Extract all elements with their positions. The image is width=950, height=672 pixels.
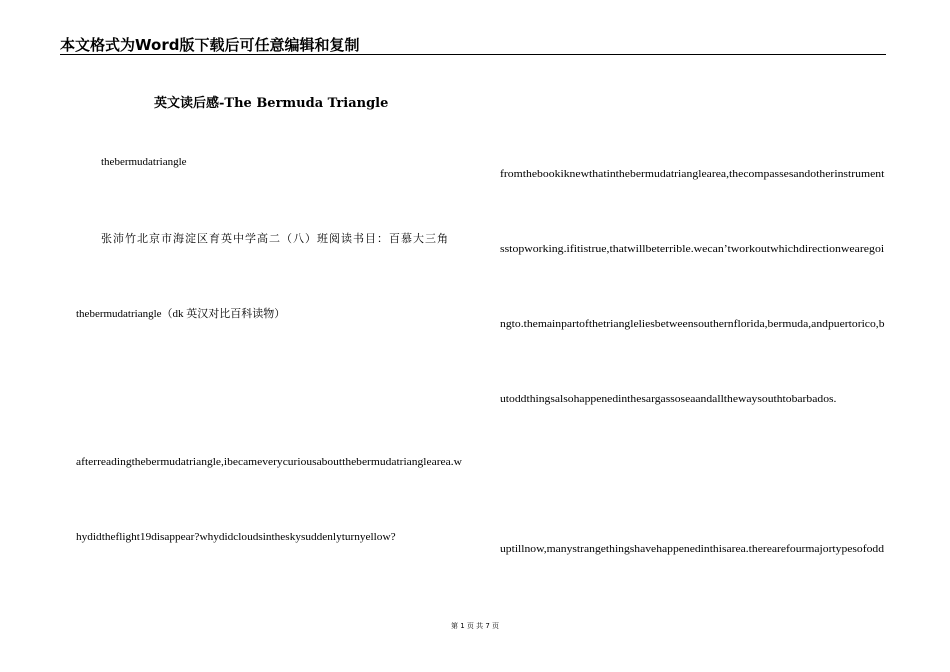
right-line-2: sstopworking.ifitistrue,thatwillbeterrible.wecan’tworkoutwhichdirectionwearegoi xyxy=(500,243,885,255)
left-line-1: thebermudatriangle xyxy=(101,156,187,168)
left-line-2: 张沛竹北京市海淀区育英中学高二（八）班阅读书目：百慕大三角 xyxy=(101,233,449,245)
left-line-3: thebermudatriangle（dk 英汉对比百科读物） xyxy=(76,308,286,320)
header-banner: 本文格式为Word版下载后可任意编辑和复制 xyxy=(60,36,360,54)
right-line-5: uptillnow,manystrangethingshavehappenedinthisarea.therearefourmajortypesofodd xyxy=(500,543,884,555)
right-line-3: ngto.themainpartofthetriangleliesbetweensouthernflorida,bermuda,andpuertorico,b xyxy=(500,318,885,330)
header-divider xyxy=(60,54,886,55)
left-line-4: afterreadingthebermudatriangle,ibecameverycuriousaboutthebermudatrianglearea.w xyxy=(76,456,462,468)
left-line-5: hydidtheflight19disappear?whydidcloudsintheskysuddenlyturnyellow? xyxy=(76,531,396,543)
right-line-1: fromthebookiknewthatinthebermudatrianglearea,thecompassesandotherinstrument xyxy=(500,168,885,180)
right-line-4: utoddthingsalsohappenedinthesargassoseaandallthewaysouthtobarbados. xyxy=(500,393,837,405)
document-title: 英文读后感-The Bermuda Triangle xyxy=(154,96,389,111)
page-number-footer: 第 1 页 共 7 页 xyxy=(450,622,500,630)
